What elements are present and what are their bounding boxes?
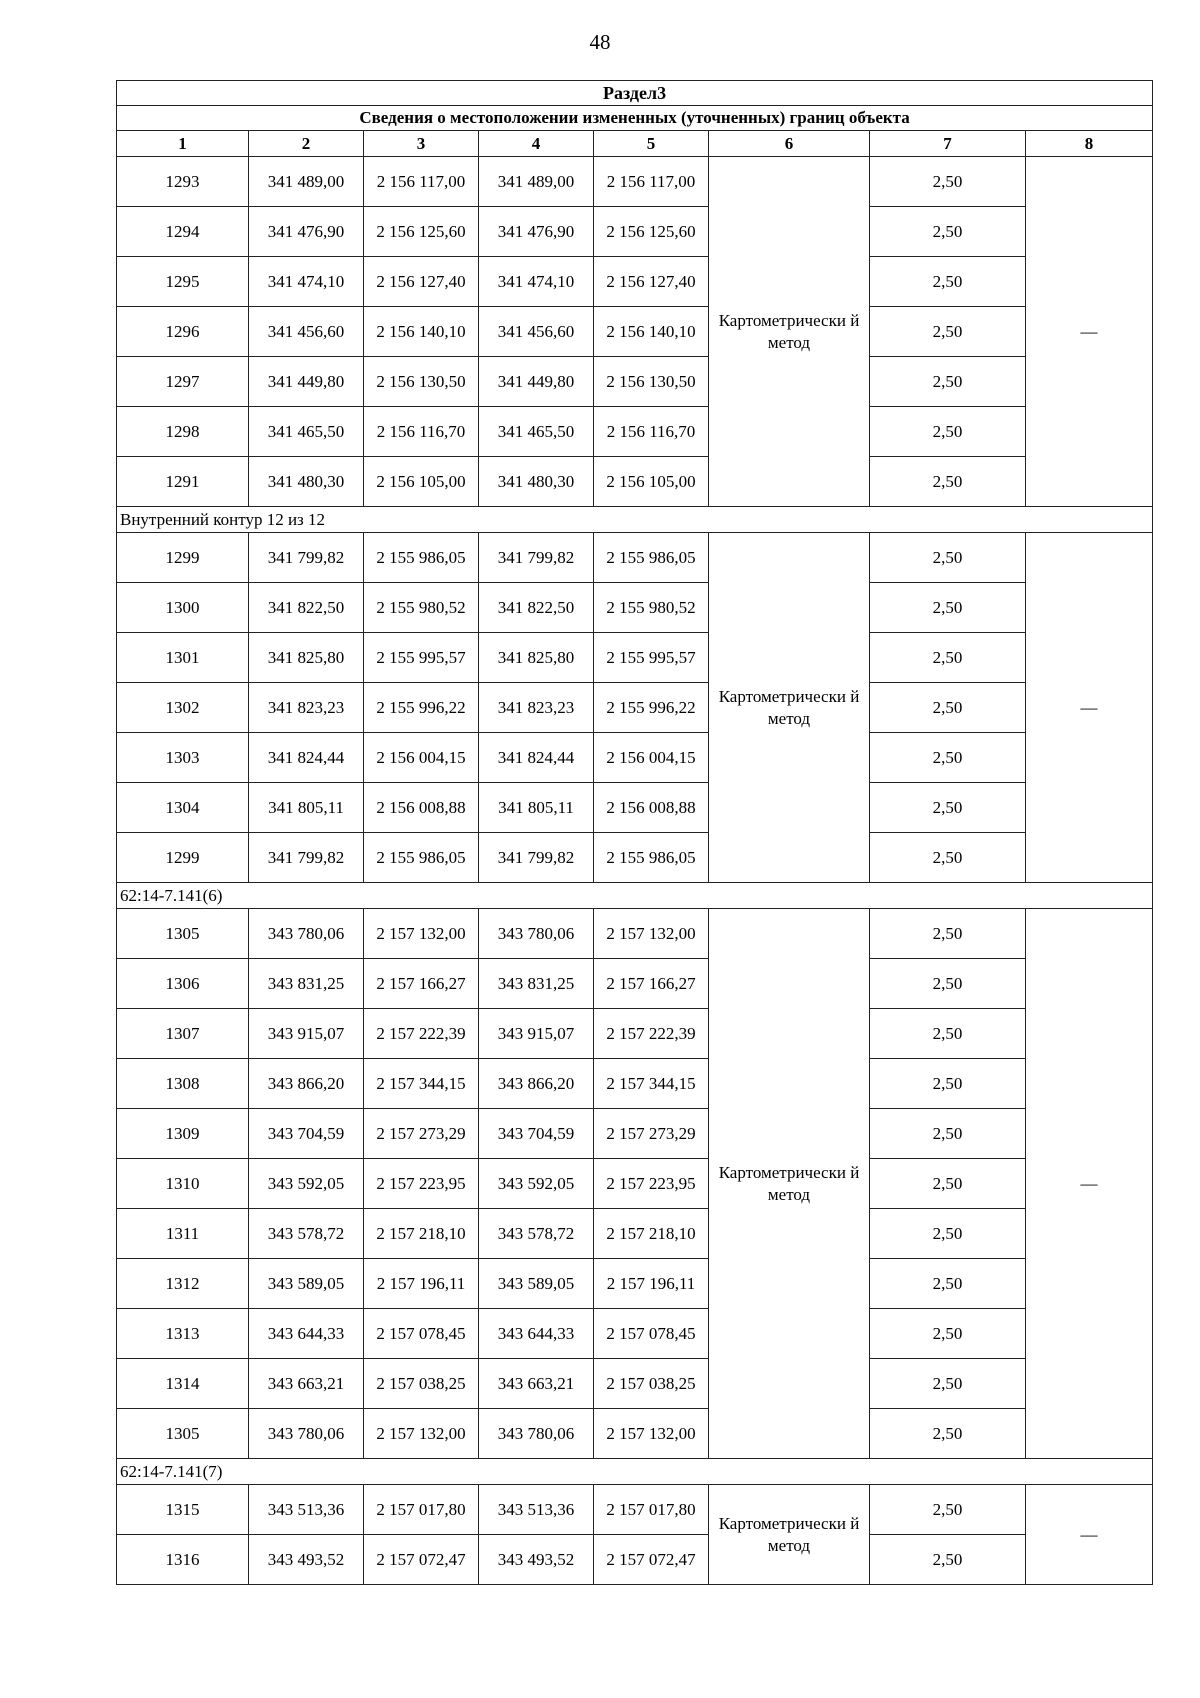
y-existing-cell: 2 155 996,22 bbox=[364, 683, 479, 733]
y-existing-cell: 2 157 166,27 bbox=[364, 959, 479, 1009]
x-refined-cell: 343 780,06 bbox=[479, 909, 594, 959]
point-number-cell: 1293 bbox=[117, 157, 249, 207]
description-cell: — bbox=[1026, 909, 1153, 1459]
point-number-cell: 1308 bbox=[117, 1059, 249, 1109]
accuracy-cell: 2,50 bbox=[870, 733, 1026, 783]
accuracy-cell: 2,50 bbox=[870, 1209, 1026, 1259]
x-existing-cell: 343 589,05 bbox=[249, 1259, 364, 1309]
x-refined-cell: 343 780,06 bbox=[479, 1409, 594, 1459]
y-existing-cell: 2 157 218,10 bbox=[364, 1209, 479, 1259]
y-refined-cell: 2 156 140,10 bbox=[594, 307, 709, 357]
accuracy-cell: 2,50 bbox=[870, 457, 1026, 507]
table-row bbox=[117, 207, 1153, 257]
accuracy-cell: 2,50 bbox=[870, 583, 1026, 633]
y-existing-cell: 2 156 125,60 bbox=[364, 207, 479, 257]
y-existing-cell: 2 157 344,15 bbox=[364, 1059, 479, 1109]
x-existing-cell: 341 474,10 bbox=[249, 257, 364, 307]
x-existing-cell: 341 799,82 bbox=[249, 533, 364, 583]
y-existing-cell: 2 155 980,52 bbox=[364, 583, 479, 633]
accuracy-cell: 2,50 bbox=[870, 207, 1026, 257]
table-title: Сведения о местоположении измененных (уточненных) границ объекта bbox=[117, 106, 1153, 131]
column-number: 8 bbox=[1026, 131, 1153, 157]
point-number-cell: 1300 bbox=[117, 583, 249, 633]
x-refined-cell: 343 589,05 bbox=[479, 1259, 594, 1309]
point-number-cell: 1305 bbox=[117, 909, 249, 959]
method-cell: Картометрически й метод bbox=[709, 1485, 870, 1585]
table-row bbox=[117, 1009, 1153, 1059]
table-row bbox=[117, 1109, 1153, 1159]
y-existing-cell: 2 156 105,00 bbox=[364, 457, 479, 507]
y-existing-cell: 2 156 130,50 bbox=[364, 357, 479, 407]
x-refined-cell: 343 592,05 bbox=[479, 1159, 594, 1209]
y-refined-cell: 2 156 125,60 bbox=[594, 207, 709, 257]
table-row bbox=[117, 1259, 1153, 1309]
y-refined-cell: 2 155 996,22 bbox=[594, 683, 709, 733]
table-row bbox=[117, 357, 1153, 407]
point-number-cell: 1301 bbox=[117, 633, 249, 683]
y-refined-cell: 2 157 222,39 bbox=[594, 1009, 709, 1059]
x-refined-cell: 341 474,10 bbox=[479, 257, 594, 307]
y-existing-cell: 2 157 132,00 bbox=[364, 1409, 479, 1459]
x-refined-cell: 341 489,00 bbox=[479, 157, 594, 207]
table-row bbox=[117, 959, 1153, 1009]
y-existing-cell: 2 157 196,11 bbox=[364, 1259, 479, 1309]
table-row bbox=[117, 307, 1153, 357]
table-row bbox=[117, 683, 1153, 733]
x-refined-cell: 343 644,33 bbox=[479, 1309, 594, 1359]
table-row bbox=[117, 1535, 1153, 1585]
x-existing-cell: 343 915,07 bbox=[249, 1009, 364, 1059]
x-existing-cell: 341 456,60 bbox=[249, 307, 364, 357]
y-existing-cell: 2 157 222,39 bbox=[364, 1009, 479, 1059]
accuracy-cell: 2,50 bbox=[870, 1009, 1026, 1059]
x-existing-cell: 343 866,20 bbox=[249, 1059, 364, 1109]
x-refined-cell: 341 823,23 bbox=[479, 683, 594, 733]
y-refined-cell: 2 155 986,05 bbox=[594, 833, 709, 883]
y-refined-cell: 2 157 072,47 bbox=[594, 1535, 709, 1585]
x-refined-cell: 343 866,20 bbox=[479, 1059, 594, 1109]
y-refined-cell: 2 156 127,40 bbox=[594, 257, 709, 307]
x-existing-cell: 343 578,72 bbox=[249, 1209, 364, 1259]
y-existing-cell: 2 157 017,80 bbox=[364, 1485, 479, 1535]
contour-label-row bbox=[117, 507, 1153, 533]
column-number: 6 bbox=[709, 131, 870, 157]
point-number-cell: 1302 bbox=[117, 683, 249, 733]
method-cell: Картометрически й метод bbox=[709, 533, 870, 883]
column-number: 7 bbox=[870, 131, 1026, 157]
accuracy-cell: 2,50 bbox=[870, 407, 1026, 457]
point-number-cell: 1298 bbox=[117, 407, 249, 457]
point-number-cell: 1309 bbox=[117, 1109, 249, 1159]
table-row bbox=[117, 533, 1153, 583]
accuracy-cell: 2,50 bbox=[870, 633, 1026, 683]
description-cell: — bbox=[1026, 157, 1153, 507]
x-existing-cell: 341 825,80 bbox=[249, 633, 364, 683]
contour-label: Внутренний контур 12 из 12 bbox=[117, 507, 1153, 533]
y-existing-cell: 2 156 140,10 bbox=[364, 307, 479, 357]
table-row bbox=[117, 257, 1153, 307]
x-existing-cell: 343 493,52 bbox=[249, 1535, 364, 1585]
y-refined-cell: 2 156 117,00 bbox=[594, 157, 709, 207]
accuracy-cell: 2,50 bbox=[870, 257, 1026, 307]
x-existing-cell: 341 824,44 bbox=[249, 733, 364, 783]
accuracy-cell: 2,50 bbox=[870, 909, 1026, 959]
x-existing-cell: 343 780,06 bbox=[249, 1409, 364, 1459]
y-existing-cell: 2 155 986,05 bbox=[364, 833, 479, 883]
y-existing-cell: 2 157 038,25 bbox=[364, 1359, 479, 1409]
description-cell: — bbox=[1026, 1485, 1153, 1585]
point-number-cell: 1316 bbox=[117, 1535, 249, 1585]
y-refined-cell: 2 157 273,29 bbox=[594, 1109, 709, 1159]
column-number: 1 bbox=[117, 131, 249, 157]
accuracy-cell: 2,50 bbox=[870, 1409, 1026, 1459]
point-number-cell: 1305 bbox=[117, 1409, 249, 1459]
y-refined-cell: 2 157 344,15 bbox=[594, 1059, 709, 1109]
y-refined-cell: 2 157 132,00 bbox=[594, 1409, 709, 1459]
accuracy-cell: 2,50 bbox=[870, 307, 1026, 357]
y-refined-cell: 2 156 130,50 bbox=[594, 357, 709, 407]
table-row bbox=[117, 583, 1153, 633]
y-existing-cell: 2 157 132,00 bbox=[364, 909, 479, 959]
x-existing-cell: 341 823,23 bbox=[249, 683, 364, 733]
y-existing-cell: 2 155 986,05 bbox=[364, 533, 479, 583]
y-existing-cell: 2 156 117,00 bbox=[364, 157, 479, 207]
page-number: 48 bbox=[589, 30, 611, 54]
x-existing-cell: 341 805,11 bbox=[249, 783, 364, 833]
y-existing-cell: 2 157 078,45 bbox=[364, 1309, 479, 1359]
x-refined-cell: 341 822,50 bbox=[479, 583, 594, 633]
point-number-cell: 1312 bbox=[117, 1259, 249, 1309]
point-number-cell: 1299 bbox=[117, 533, 249, 583]
table-row bbox=[117, 783, 1153, 833]
y-existing-cell: 2 156 127,40 bbox=[364, 257, 479, 307]
accuracy-cell: 2,50 bbox=[870, 683, 1026, 733]
y-refined-cell: 2 157 166,27 bbox=[594, 959, 709, 1009]
y-refined-cell: 2 157 017,80 bbox=[594, 1485, 709, 1535]
accuracy-cell: 2,50 bbox=[870, 1259, 1026, 1309]
x-existing-cell: 343 704,59 bbox=[249, 1109, 364, 1159]
contour-label: 62:14-7.141(7) bbox=[117, 1459, 1153, 1485]
y-refined-cell: 2 156 116,70 bbox=[594, 407, 709, 457]
table-row bbox=[117, 1309, 1153, 1359]
table-row bbox=[117, 1409, 1153, 1459]
contour-label: 62:14-7.141(6) bbox=[117, 883, 1153, 909]
y-refined-cell: 2 156 004,15 bbox=[594, 733, 709, 783]
point-number-cell: 1291 bbox=[117, 457, 249, 507]
table-row bbox=[117, 633, 1153, 683]
y-refined-cell: 2 157 223,95 bbox=[594, 1159, 709, 1209]
y-existing-cell: 2 156 004,15 bbox=[364, 733, 479, 783]
accuracy-cell: 2,50 bbox=[870, 1485, 1026, 1535]
y-refined-cell: 2 155 986,05 bbox=[594, 533, 709, 583]
accuracy-cell: 2,50 bbox=[870, 1359, 1026, 1409]
y-refined-cell: 2 157 132,00 bbox=[594, 909, 709, 959]
y-existing-cell: 2 157 072,47 bbox=[364, 1535, 479, 1585]
column-number: 2 bbox=[249, 131, 364, 157]
point-number-cell: 1306 bbox=[117, 959, 249, 1009]
accuracy-cell: 2,50 bbox=[870, 1309, 1026, 1359]
column-number: 5 bbox=[594, 131, 709, 157]
x-existing-cell: 343 513,36 bbox=[249, 1485, 364, 1535]
table-row bbox=[117, 1159, 1153, 1209]
x-existing-cell: 341 476,90 bbox=[249, 207, 364, 257]
y-refined-cell: 2 157 078,45 bbox=[594, 1309, 709, 1359]
point-number-cell: 1294 bbox=[117, 207, 249, 257]
table-row bbox=[117, 457, 1153, 507]
point-number-cell: 1307 bbox=[117, 1009, 249, 1059]
y-existing-cell: 2 157 223,95 bbox=[364, 1159, 479, 1209]
point-number-cell: 1295 bbox=[117, 257, 249, 307]
x-refined-cell: 341 825,80 bbox=[479, 633, 594, 683]
x-refined-cell: 343 663,21 bbox=[479, 1359, 594, 1409]
y-refined-cell: 2 157 038,25 bbox=[594, 1359, 709, 1409]
accuracy-cell: 2,50 bbox=[870, 157, 1026, 207]
y-refined-cell: 2 157 218,10 bbox=[594, 1209, 709, 1259]
x-existing-cell: 341 480,30 bbox=[249, 457, 364, 507]
x-refined-cell: 341 799,82 bbox=[479, 533, 594, 583]
x-existing-cell: 341 449,80 bbox=[249, 357, 364, 407]
point-number-cell: 1313 bbox=[117, 1309, 249, 1359]
table-row bbox=[117, 833, 1153, 883]
accuracy-cell: 2,50 bbox=[870, 533, 1026, 583]
point-number-cell: 1314 bbox=[117, 1359, 249, 1409]
x-existing-cell: 343 644,33 bbox=[249, 1309, 364, 1359]
table-row bbox=[117, 157, 1153, 207]
accuracy-cell: 2,50 bbox=[870, 1059, 1026, 1109]
x-existing-cell: 343 592,05 bbox=[249, 1159, 364, 1209]
column-number: 4 bbox=[479, 131, 594, 157]
point-number-cell: 1297 bbox=[117, 357, 249, 407]
accuracy-cell: 2,50 bbox=[870, 1109, 1026, 1159]
method-cell: Картометрически й метод bbox=[709, 909, 870, 1459]
x-refined-cell: 341 480,30 bbox=[479, 457, 594, 507]
x-existing-cell: 343 663,21 bbox=[249, 1359, 364, 1409]
x-refined-cell: 341 449,80 bbox=[479, 357, 594, 407]
x-refined-cell: 341 799,82 bbox=[479, 833, 594, 883]
table-row bbox=[117, 1359, 1153, 1409]
table-body bbox=[117, 157, 1153, 1585]
y-refined-cell: 2 156 008,88 bbox=[594, 783, 709, 833]
x-existing-cell: 341 799,82 bbox=[249, 833, 364, 883]
x-existing-cell: 343 780,06 bbox=[249, 909, 364, 959]
x-refined-cell: 343 513,36 bbox=[479, 1485, 594, 1535]
x-refined-cell: 343 578,72 bbox=[479, 1209, 594, 1259]
contour-label-row bbox=[117, 1459, 1153, 1485]
table-row bbox=[117, 407, 1153, 457]
y-refined-cell: 2 155 995,57 bbox=[594, 633, 709, 683]
y-existing-cell: 2 156 008,88 bbox=[364, 783, 479, 833]
x-refined-cell: 341 805,11 bbox=[479, 783, 594, 833]
y-existing-cell: 2 156 116,70 bbox=[364, 407, 479, 457]
y-refined-cell: 2 157 196,11 bbox=[594, 1259, 709, 1309]
y-existing-cell: 2 155 995,57 bbox=[364, 633, 479, 683]
table-row bbox=[117, 909, 1153, 959]
x-refined-cell: 343 704,59 bbox=[479, 1109, 594, 1159]
x-existing-cell: 341 489,00 bbox=[249, 157, 364, 207]
method-cell: Картометрически й метод bbox=[709, 157, 870, 507]
table-row bbox=[117, 1209, 1153, 1259]
boundary-table bbox=[116, 80, 1153, 1585]
column-number: 3 bbox=[364, 131, 479, 157]
accuracy-cell: 2,50 bbox=[870, 783, 1026, 833]
x-existing-cell: 343 831,25 bbox=[249, 959, 364, 1009]
accuracy-cell: 2,50 bbox=[870, 833, 1026, 883]
x-existing-cell: 341 822,50 bbox=[249, 583, 364, 633]
x-refined-cell: 341 465,50 bbox=[479, 407, 594, 457]
accuracy-cell: 2,50 bbox=[870, 959, 1026, 1009]
point-number-cell: 1304 bbox=[117, 783, 249, 833]
point-number-cell: 1315 bbox=[117, 1485, 249, 1535]
x-refined-cell: 343 831,25 bbox=[479, 959, 594, 1009]
table-row bbox=[117, 1059, 1153, 1109]
point-number-cell: 1303 bbox=[117, 733, 249, 783]
table-row bbox=[117, 733, 1153, 783]
x-refined-cell: 341 476,90 bbox=[479, 207, 594, 257]
table-row bbox=[117, 1485, 1153, 1535]
y-existing-cell: 2 157 273,29 bbox=[364, 1109, 479, 1159]
x-refined-cell: 343 493,52 bbox=[479, 1535, 594, 1585]
x-refined-cell: 341 456,60 bbox=[479, 307, 594, 357]
column-number-row bbox=[117, 131, 1153, 157]
accuracy-cell: 2,50 bbox=[870, 1535, 1026, 1585]
point-number-cell: 1311 bbox=[117, 1209, 249, 1259]
accuracy-cell: 2,50 bbox=[870, 1159, 1026, 1209]
x-refined-cell: 341 824,44 bbox=[479, 733, 594, 783]
y-refined-cell: 2 156 105,00 bbox=[594, 457, 709, 507]
contour-label-row bbox=[117, 883, 1153, 909]
y-refined-cell: 2 155 980,52 bbox=[594, 583, 709, 633]
x-existing-cell: 341 465,50 bbox=[249, 407, 364, 457]
x-refined-cell: 343 915,07 bbox=[479, 1009, 594, 1059]
point-number-cell: 1296 bbox=[117, 307, 249, 357]
accuracy-cell: 2,50 bbox=[870, 357, 1026, 407]
description-cell: — bbox=[1026, 533, 1153, 883]
point-number-cell: 1310 bbox=[117, 1159, 249, 1209]
section-heading: Раздел3 bbox=[117, 81, 1153, 106]
point-number-cell: 1299 bbox=[117, 833, 249, 883]
